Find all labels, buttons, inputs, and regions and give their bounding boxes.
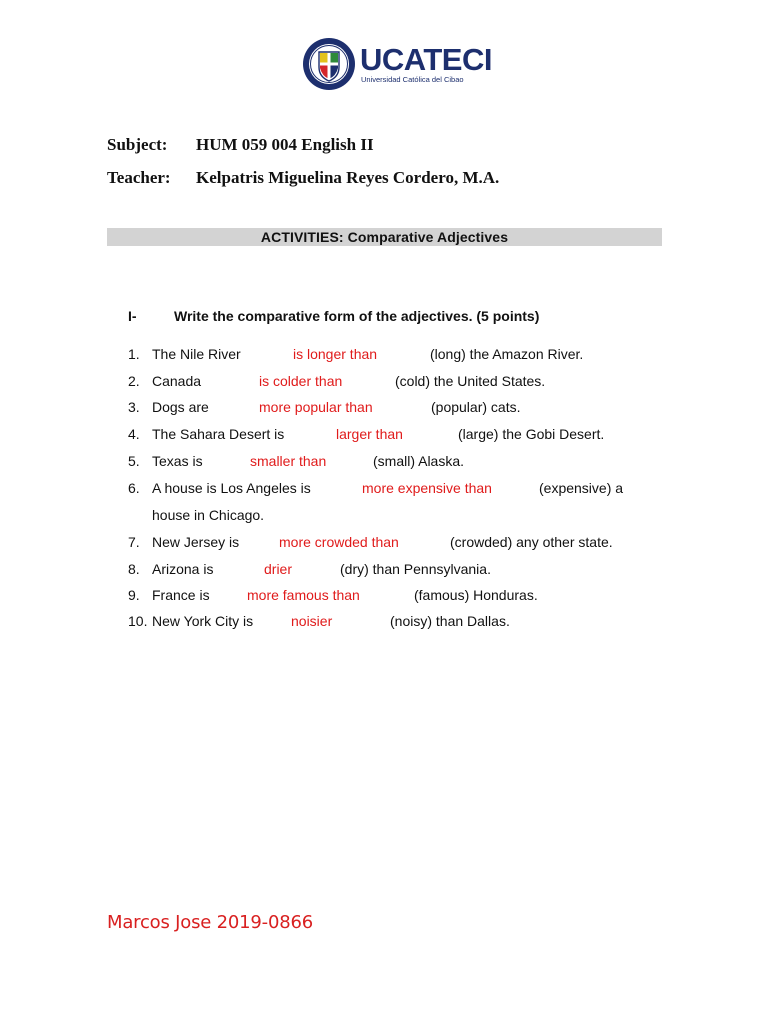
item-number: 3. (128, 399, 140, 415)
teacher-label: Teacher: (107, 168, 171, 187)
item-number: 6. (128, 480, 140, 496)
item-stem: New York City is (152, 613, 254, 629)
section-number: I- (128, 308, 137, 324)
item-answer: noisier (291, 613, 333, 629)
item-number: 4. (128, 426, 140, 442)
item-rest: (crowded) any other state. (450, 534, 613, 550)
ucateci-logo (302, 37, 492, 93)
student-signature: Marcos Jose 2019-0866 (107, 912, 313, 933)
item-number: 8. (128, 561, 140, 577)
logo-subtitle: Universidad Católica del Cibao (361, 75, 464, 84)
item-stem: Texas is (152, 453, 203, 469)
item-number: 10. (128, 613, 148, 629)
item-rest: (long) the Amazon River. (430, 346, 584, 362)
item-stem: Canada (152, 373, 202, 389)
item-number: 2. (128, 373, 140, 389)
item-answer: more crowded than (279, 534, 399, 550)
item-number: 9. (128, 587, 140, 603)
item-stem: The Sahara Desert is (152, 426, 285, 442)
item-stem: New Jersey is (152, 534, 240, 550)
item-number: 7. (128, 534, 140, 550)
subject-label: Subject: (107, 135, 168, 154)
item-answer: more famous than (247, 587, 360, 603)
item-answer: is longer than (293, 346, 378, 362)
item-rest: (dry) than Pennsylvania. (340, 561, 491, 577)
subject-value: HUM 059 004 English II (196, 135, 374, 154)
item-answer: larger than (336, 426, 403, 442)
logo-name: UCATECI (360, 42, 492, 77)
item-answer: more popular than (259, 399, 373, 415)
item-answer: smaller than (250, 453, 327, 469)
teacher-value: Kelpatris Miguelina Reyes Cordero, M.A. (196, 168, 500, 187)
section-instruction: Write the comparative form of the adjectives. (5 points) (174, 308, 540, 324)
item-rest: (cold) the United States. (395, 373, 546, 389)
item-answer: is colder than (259, 373, 343, 389)
item-stem: Arizona is (152, 561, 214, 577)
item-answer: drier (264, 561, 293, 577)
item-number: 1. (128, 346, 140, 362)
item-rest: (noisy) than Dallas. (390, 613, 510, 629)
item-number: 5. (128, 453, 140, 469)
item-stem: France is (152, 587, 210, 603)
activities-banner: ACTIVITIES: Comparative Adjectives (107, 228, 662, 246)
item-stem: Dogs are (152, 399, 209, 415)
item-rest: (small) Alaska. (373, 453, 465, 469)
item-stem: The Nile River (152, 346, 241, 362)
item-rest: (large) the Gobi Desert. (458, 426, 605, 442)
item-continuation: house in Chicago. (152, 507, 265, 523)
item-rest: (famous) Honduras. (414, 587, 538, 603)
item-rest: (popular) cats. (431, 399, 521, 415)
university-seal-icon (302, 37, 356, 91)
item-rest: (expensive) a (539, 480, 624, 496)
item-stem: A house is Los Angeles is (152, 480, 311, 496)
item-answer: more expensive than (362, 480, 492, 496)
